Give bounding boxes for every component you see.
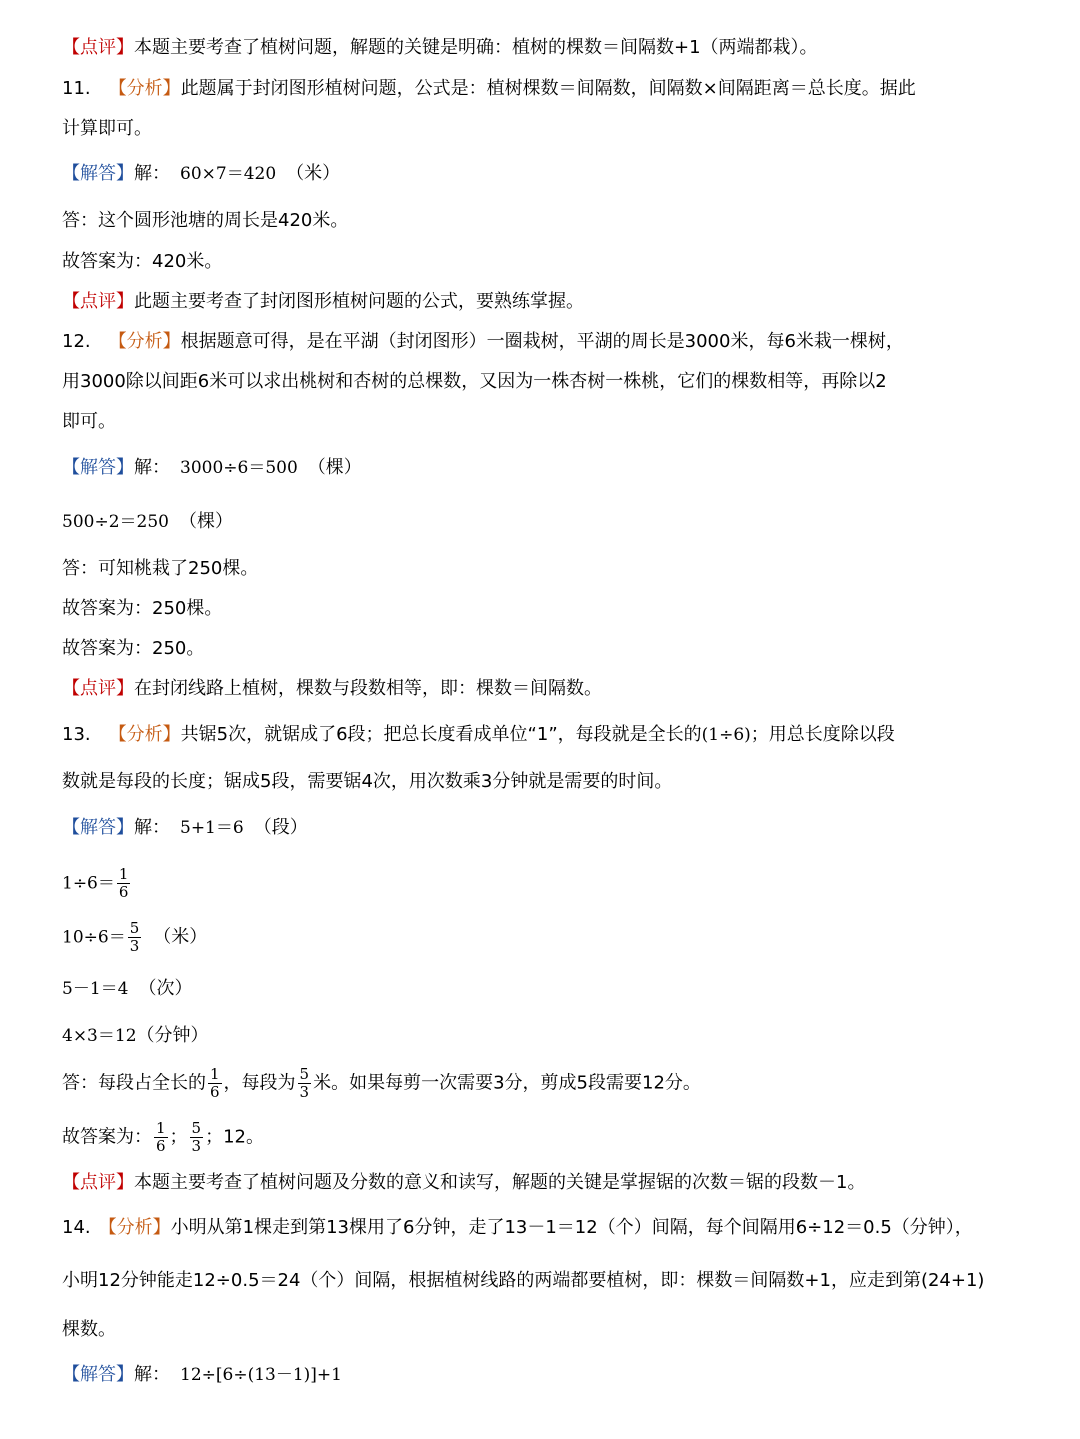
review-line bbox=[62, 1169, 865, 1197]
math-expression: 500÷2＝250 bbox=[62, 512, 169, 532]
unit: （棵） bbox=[178, 511, 233, 532]
math-line bbox=[62, 920, 207, 955]
analysis-tag: 【分析】 bbox=[108, 331, 181, 352]
math-expression: 3000÷6＝500 bbox=[180, 458, 298, 478]
review-text: 本题主要考查了植树问题，解题的关键是明确：植树的棵数＝间隔数+1（两端都栽）。 bbox=[134, 37, 818, 58]
q13-analysis-line bbox=[62, 721, 895, 749]
answer-tag: 【解答】 bbox=[62, 163, 134, 184]
analysis-tag: 【分析】 bbox=[108, 724, 181, 745]
q11-analysis-line bbox=[62, 75, 916, 103]
math-expression: 12÷[6÷(13－1)]+1 bbox=[180, 1365, 342, 1385]
analysis-text: ；用总长度除以段 bbox=[750, 724, 895, 745]
review-line bbox=[62, 288, 584, 316]
q12-analysis-line bbox=[62, 328, 904, 356]
unit: （棵） bbox=[307, 457, 362, 478]
question-number: 12. bbox=[62, 331, 91, 352]
unit: （米） bbox=[153, 926, 208, 948]
fraction-five-thirds bbox=[190, 1120, 204, 1155]
fraction-one-sixth bbox=[208, 1066, 222, 1101]
math-line bbox=[62, 975, 192, 1003]
math-expression: 5－1＝4 bbox=[62, 979, 129, 999]
numerator: 1 bbox=[210, 1065, 220, 1083]
text-line: 答：这个圆形池塘的周长是420米。 bbox=[62, 210, 349, 231]
question-number: 14. bbox=[62, 1217, 91, 1238]
math-expression: 4×3＝12 bbox=[62, 1026, 137, 1046]
denominator: 6 bbox=[210, 1083, 220, 1101]
text-line: 用3000除以间距6米可以求出桃树和杏树的总棵数，又因为一株杏树一株桃，它们的棵数相等，再除以2 bbox=[62, 371, 887, 392]
analysis-tag: 【分析】 bbox=[108, 78, 181, 99]
numerator: 5 bbox=[299, 1065, 310, 1083]
solution-label: 解： bbox=[134, 457, 170, 478]
review-text: 在封闭线路上植树，棵数与段数相等，即：棵数＝间隔数。 bbox=[134, 678, 602, 699]
text-line: 答：可知桃栽了250棵。 bbox=[62, 558, 259, 579]
math-line bbox=[62, 1022, 209, 1050]
question-number: 11. bbox=[62, 78, 91, 99]
review-line bbox=[62, 675, 602, 703]
denominator: 3 bbox=[299, 1083, 310, 1101]
math-expression: 1÷6＝ bbox=[62, 873, 115, 894]
math-expression: 60×7＝420 bbox=[180, 164, 277, 184]
denominator: 6 bbox=[156, 1137, 166, 1155]
unit: （段） bbox=[253, 817, 308, 838]
math-expression: 5+1＝6 bbox=[180, 818, 244, 838]
text-line: 故答案为：420米。 bbox=[62, 251, 223, 272]
math-expression: (1÷6) bbox=[701, 725, 751, 745]
fraction-one-sixth bbox=[154, 1120, 168, 1155]
text-line: 计算即可。 bbox=[62, 118, 152, 139]
fraction-one-sixth bbox=[117, 866, 131, 901]
numerator: 1 bbox=[118, 865, 129, 883]
q14-analysis-line bbox=[62, 1214, 973, 1242]
q14-solution-line bbox=[62, 1361, 342, 1389]
unit: （米） bbox=[286, 163, 341, 184]
review-tag: 【点评】 bbox=[62, 1172, 134, 1193]
answer-tag: 【解答】 bbox=[62, 817, 134, 838]
denominator: 6 bbox=[118, 883, 129, 901]
fraction-five-thirds bbox=[128, 920, 142, 955]
numerator: 1 bbox=[156, 1119, 166, 1137]
final-answer-line bbox=[62, 1120, 264, 1155]
answer-text: 故答案为： bbox=[62, 1126, 152, 1148]
q13-solution-line bbox=[62, 814, 308, 842]
numerator: 5 bbox=[129, 919, 140, 937]
text-line: 即可。 bbox=[62, 411, 116, 432]
text-line: 故答案为：250棵。 bbox=[62, 598, 223, 619]
solution-label: 解： bbox=[134, 163, 170, 184]
review-line bbox=[62, 34, 818, 62]
analysis-text: 共锯5次，就锯成了6段；把总长度看成单位“1”，每段就是全长的 bbox=[180, 724, 702, 745]
analysis-text: 此题属于封闭图形植树问题，公式是：植树棵数＝间隔数，间隔数×间隔距离＝总长度。据此 bbox=[180, 78, 916, 99]
denominator: 3 bbox=[129, 937, 140, 955]
answer-line bbox=[62, 1066, 701, 1101]
math-line bbox=[62, 508, 233, 536]
q11-solution-line bbox=[62, 160, 340, 188]
review-tag: 【点评】 bbox=[62, 291, 134, 312]
question-number: 13. bbox=[62, 724, 91, 745]
answer-tag: 【解答】 bbox=[62, 1364, 134, 1385]
answer-text: ，每段为 bbox=[223, 1072, 296, 1094]
analysis-text: 根据题意可得，是在平湖（封闭图形）一圈栽树，平湖的周长是3000米，每6米栽一棵树， bbox=[180, 331, 904, 352]
answer-text: 答：每段占全长的 bbox=[62, 1072, 206, 1094]
analysis-text: 小明从第1棵走到第13棵用了6分钟，走了13－1＝12（个）间隔，每个间隔用6÷12＝0.5（分钟）， bbox=[170, 1217, 973, 1238]
text-line: 小明12分钟能走12÷0.5＝24（个）间隔，根据植树线路的两端都要植树，即：棵数＝间隔数+1，应走到第(24+1) bbox=[62, 1270, 985, 1291]
answer-text: 米。如果每剪一次需要3分，剪成5段需要12分。 bbox=[313, 1072, 701, 1094]
unit: （分钟） bbox=[136, 1025, 209, 1046]
math-expression: 10÷6＝ bbox=[62, 927, 126, 948]
review-tag: 【点评】 bbox=[62, 678, 134, 699]
solution-label: 解： bbox=[134, 1364, 170, 1385]
analysis-tag: 【分析】 bbox=[98, 1217, 171, 1238]
text-line: 数就是每段的长度；锯成5段，需要锯4次，用次数乘3分钟就是需要的时间。 bbox=[62, 771, 673, 792]
answer-tag: 【解答】 bbox=[62, 457, 134, 478]
math-line bbox=[62, 866, 132, 901]
fraction-five-thirds bbox=[298, 1066, 312, 1101]
review-tag: 【点评】 bbox=[62, 37, 134, 58]
text-line: 故答案为：250。 bbox=[62, 638, 205, 659]
solution-label: 解： bbox=[134, 817, 170, 838]
review-text: 此题主要考查了封闭图形植树问题的公式，要熟练掌握。 bbox=[134, 291, 584, 312]
q12-solution-line bbox=[62, 454, 362, 482]
answer-text: ； bbox=[169, 1126, 188, 1148]
answer-text: ；12。 bbox=[205, 1126, 264, 1148]
unit: （次） bbox=[138, 978, 193, 999]
review-text: 本题主要考查了植树问题及分数的意义和读写，解题的关键是掌握锯的次数＝锯的段数－1。 bbox=[134, 1172, 866, 1193]
numerator: 5 bbox=[191, 1119, 202, 1137]
text-line: 棵数。 bbox=[62, 1319, 116, 1340]
denominator: 3 bbox=[191, 1137, 202, 1155]
